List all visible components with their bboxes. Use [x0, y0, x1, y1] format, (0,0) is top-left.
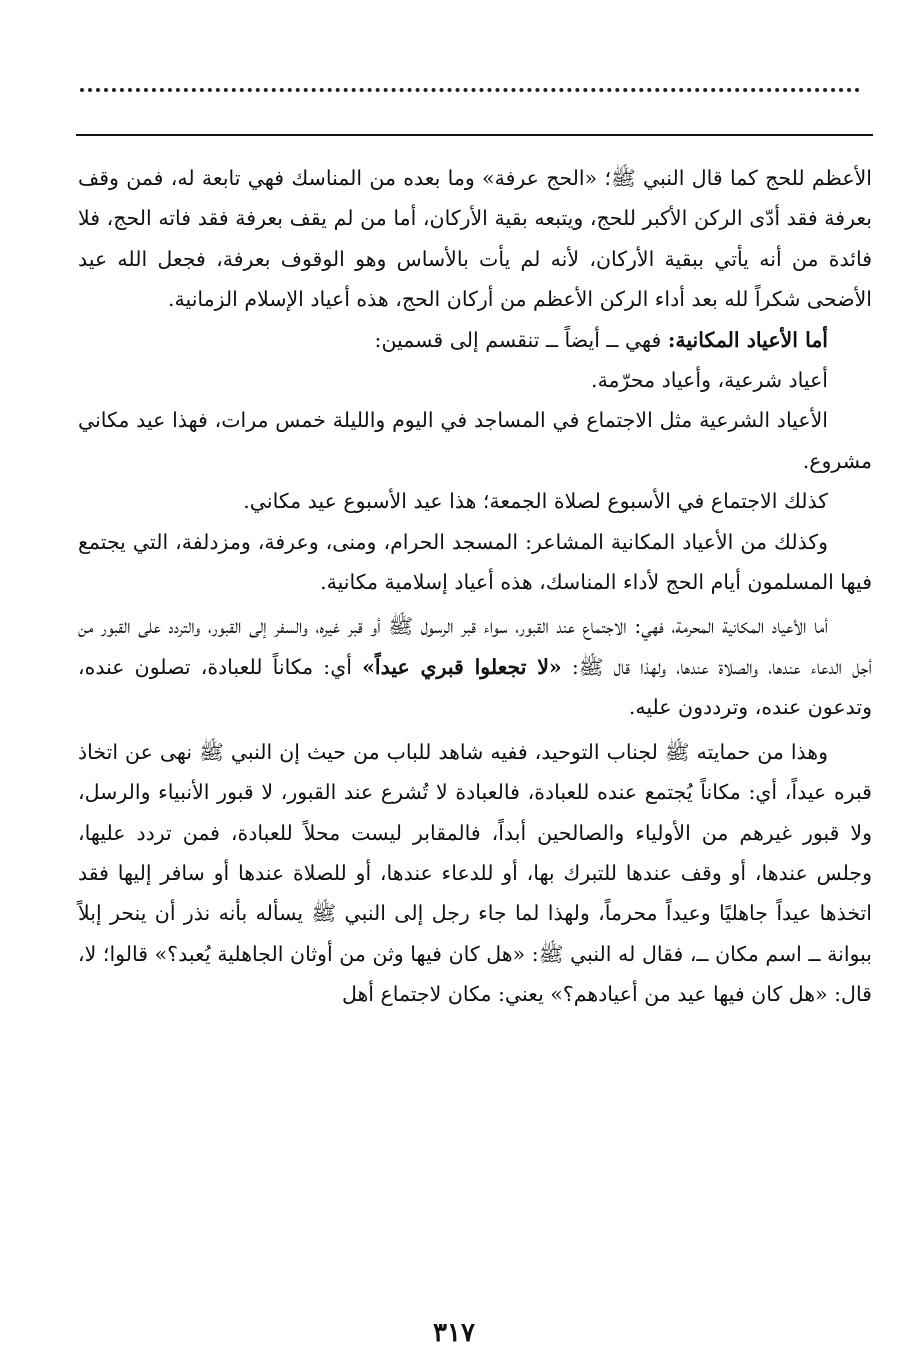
paragraph-1: الأعظم للحج كما قال النبي ﷺ؛ «الحج عرفة» وما بعده من المناسك فهي تابعة له، فمن وقف بعرفة فقد أدّى الركن الأكبر للحج، ويتبعه بقية الأركان، أما من لم يقف بعرفة فقد فاته الحج، فلا فائدة من أنه يأتي ببقية الأركان، لأنه لم يأت بالأساس وهو الوقوف بعرفة، فجعل الله عيد الأضحى شكراً لله بعد أداء الركن الأعظم من أركان الحج، هذه أعياد الإسلام الزمانية.: [78, 166, 872, 312]
header-rule: [76, 134, 873, 136]
top-dotted-divider: [80, 88, 860, 92]
page-body: [78, 158, 872, 1015]
page-number: ٣١٧: [433, 1318, 475, 1348]
paragraph-4: الأعياد الشرعية مثل الاجتماع في المساجد في اليوم والليلة خمس مرات، فهذا عيد مكاني مشروع.: [78, 408, 872, 473]
paragraph-2-heading: أما الأعياد المكانية:: [667, 327, 828, 352]
paragraph-7-text-a: أما الأعياد المكانية المحرمة، فهي: الاجتماع عند القبور، سواء قبر الرسول ﷺ أو قبر غيره، والسفر إلى القبور، والتردد على القبور من أجل الدعاء عندها، والصلاة عندها، ولهذا قال ﷺ:: [78, 614, 872, 679]
paragraph-7: [78, 606, 872, 727]
paragraph-2: [78, 320, 872, 360]
paragraph-3: أعياد شرعية، وأعياد محرّمة.: [591, 368, 828, 393]
paragraph-8: وهذا من حمايته ﷺ لجناب التوحيد، ففيه شاهد للباب من حيث إن النبي ﷺ نهى عن اتخاذ قبره عيداً، أي: مكاناً يُجتمع عنده للعبادة، فالعبادة لا تُشرع عند القبور، لا قبور الأنبياء والرسل، ولا قبور غيرهم من الأولياء والصالحين أبداً، فالمقابر ليست محلاً للعبادة، فمن تردد عليها، وجلس عندها، أو وقف عندها للتبرك بها، أو للدعاء عندها، أو للصلاة عندها أو سافر إليها فقد اتخذها عيداً جاهليًا وعيداً محرماً، ولهذا لما جاء رجل إلى النبي ﷺ يسأله بأنه نذر أن ينحر إبلاً ببوانة ــ اسم مكان ــ، فقال له النبي ﷺ: «هل كان فيها وثن من أوثان الجاهلية يُعبد؟» قالوا؛ لا، قال: «هل كان فيها عيد من أعيادهم؟» يعني: مكان لاجتماع أهل: [78, 739, 872, 1007]
paragraph-5: كذلك الاجتماع في الأسبوع لصلاة الجمعة؛ هذا عيد الأسبوع عيد مكاني.: [243, 489, 828, 514]
paragraph-7-text-b: أي: مكاناً للعبادة، تصلون عنده، وتدعون عنده، وترددون عليه.: [78, 654, 872, 720]
paragraph-7-hadith: «لا تجعلوا قبري عيداً»: [362, 654, 562, 679]
paragraph-6: وكذلك من الأعياد المكانية المشاعر: المسجد الحرام، ومنى، وعرفة، ومزدلفة، التي يجتمع فيها المسلمون أيام الحج لأداء المناسك، هذه أعياد إسلامية مكانية.: [78, 529, 872, 595]
paragraph-2-text: فهي ــ أيضاً ــ تنقسم إلى قسمين:: [374, 327, 668, 352]
